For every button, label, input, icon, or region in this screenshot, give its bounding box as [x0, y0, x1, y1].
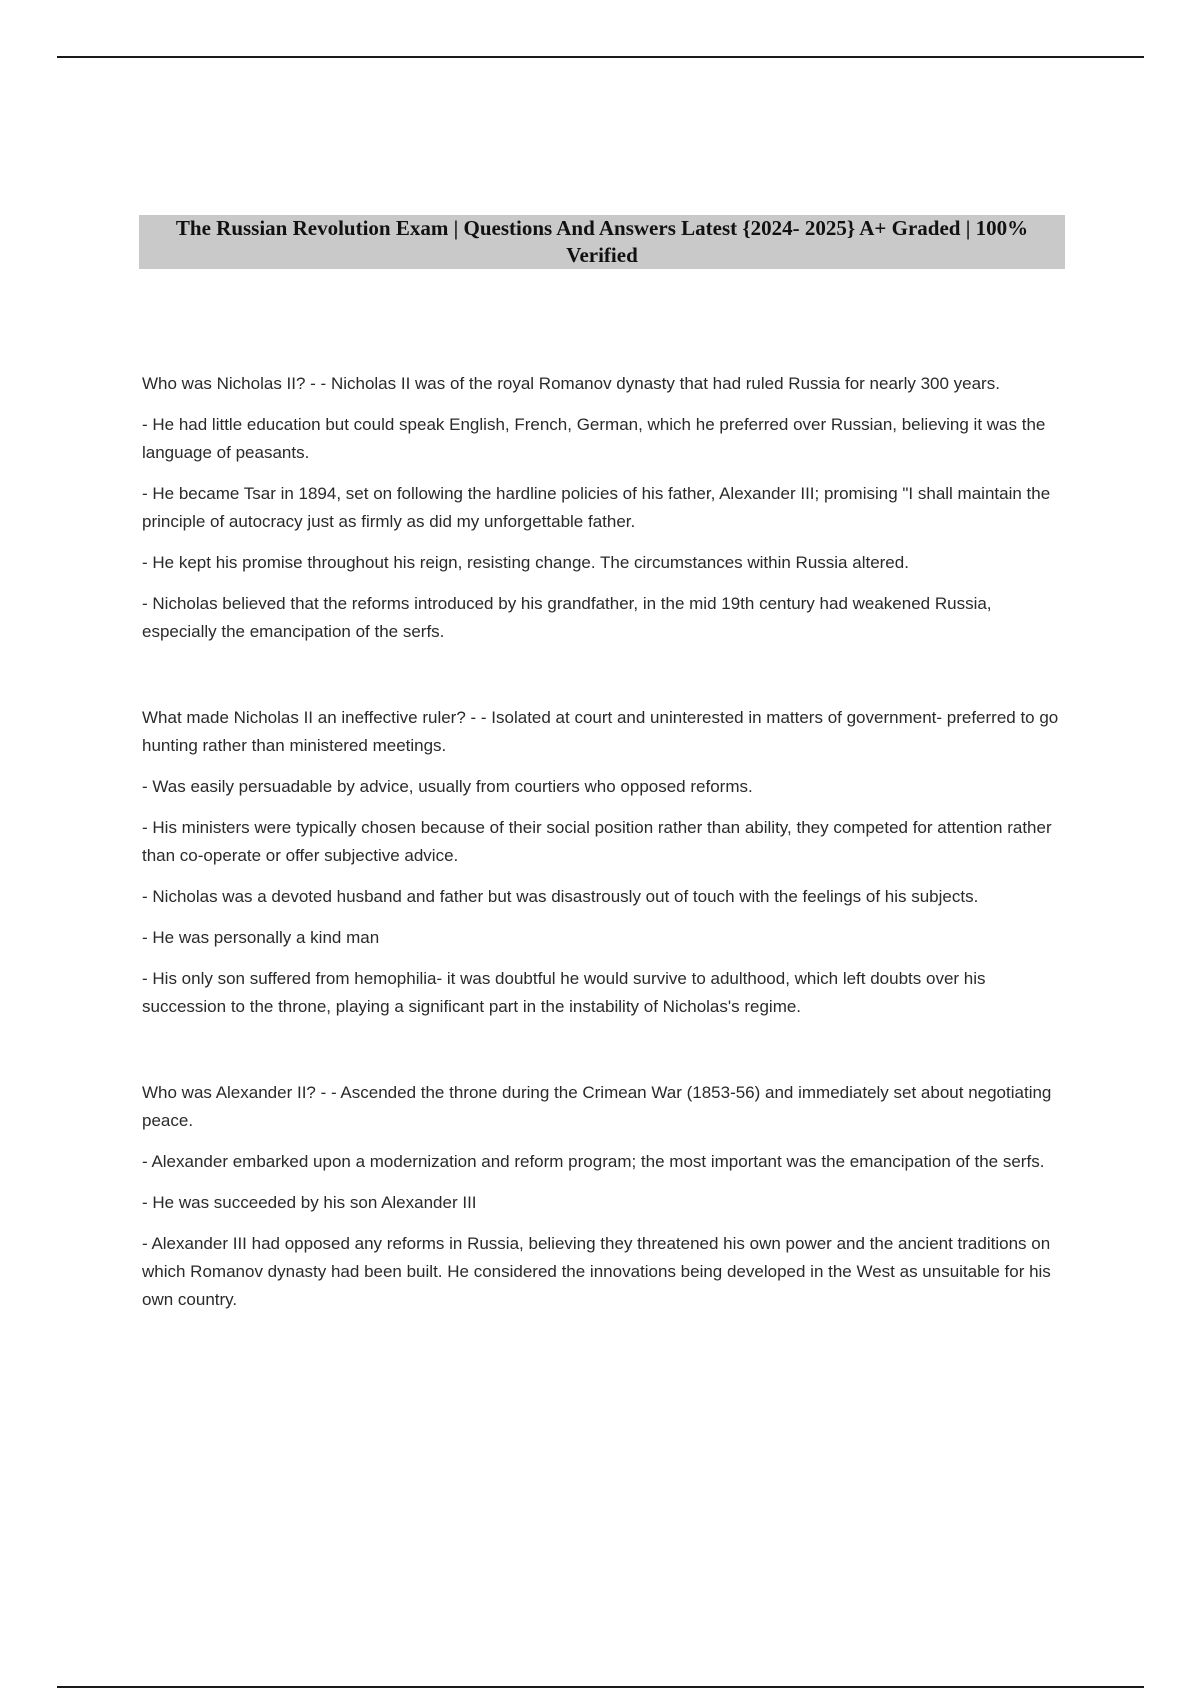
answer-bullet: - He was succeeded by his son Alexander III: [142, 1193, 477, 1212]
answer-bullet: - Nicholas was a devoted husband and father but was disastrously out of touch with the feelings of his subjects.: [142, 887, 979, 906]
question-answer: Who was Nicholas II? - - Nicholas II was of the royal Romanov dynasty that had ruled Russia for nearly 300 years.: [142, 374, 1000, 393]
answer-bullet: - His only son suffered from hemophilia- it was doubtful he would survive to adulthood, which left doubts over his succession to the throne, playing a significant part in the instability of Nicholas's regime.: [142, 969, 986, 1016]
answer-bullet: - Alexander III had opposed any reforms in Russia, believing they threatened his own power and the ancient traditions on which Romanov dynasty had been built. He considered the innovations being developed in the West as unsuitable for his own country.: [142, 1234, 1051, 1309]
question-answer: What made Nicholas II an ineffective ruler? - - Isolated at court and uninterested in matters of government- preferred to go hunting rather than ministered meetings.: [142, 708, 1059, 755]
answer-bullet: - Nicholas believed that the reforms introduced by his grandfather, in the mid 19th century had weakened Russia, especially the emancipation of the serfs.: [142, 594, 992, 641]
question-answer: Who was Alexander II? - - Ascended the throne during the Crimean War (1853-56) and immediately set about negotiating peace.: [142, 1083, 1052, 1130]
qa-block-ineffective-ruler: [142, 704, 1062, 1021]
answer-bullet: - He had little education but could speak English, French, German, which he preferred over Russian, believing it was the language of peasants.: [142, 415, 1046, 462]
answer-bullet: - He was personally a kind man: [142, 928, 380, 947]
answer-bullet: - He became Tsar in 1894, set on following the hardline policies of his father, Alexander III; promising "I shall maintain the principle of autocracy just as firmly as did my unforgettable father.: [142, 484, 1051, 531]
top-rule: [57, 56, 1144, 58]
document-title-box: [139, 215, 1065, 269]
answer-bullet: - Alexander embarked upon a modernization and reform program; the most important was the emancipation of the serfs.: [142, 1152, 1045, 1171]
qa-block-nicholas-ii: [142, 370, 1062, 646]
bottom-rule: [57, 1686, 1144, 1688]
qa-content: [142, 370, 1062, 1327]
answer-bullet: - Was easily persuadable by advice, usually from courtiers who opposed reforms.: [142, 777, 753, 796]
answer-bullet: - He kept his promise throughout his reign, resisting change. The circumstances within Russia altered.: [142, 553, 909, 572]
document-title: The Russian Revolution Exam | Questions And Answers Latest {2024- 2025} A+ Graded | 100% Verified: [175, 216, 1029, 267]
answer-bullet: - His ministers were typically chosen because of their social position rather than ability, they competed for attention rather than co-operate or offer subjective advice.: [142, 818, 1052, 865]
qa-block-alexander-ii: [142, 1079, 1062, 1314]
